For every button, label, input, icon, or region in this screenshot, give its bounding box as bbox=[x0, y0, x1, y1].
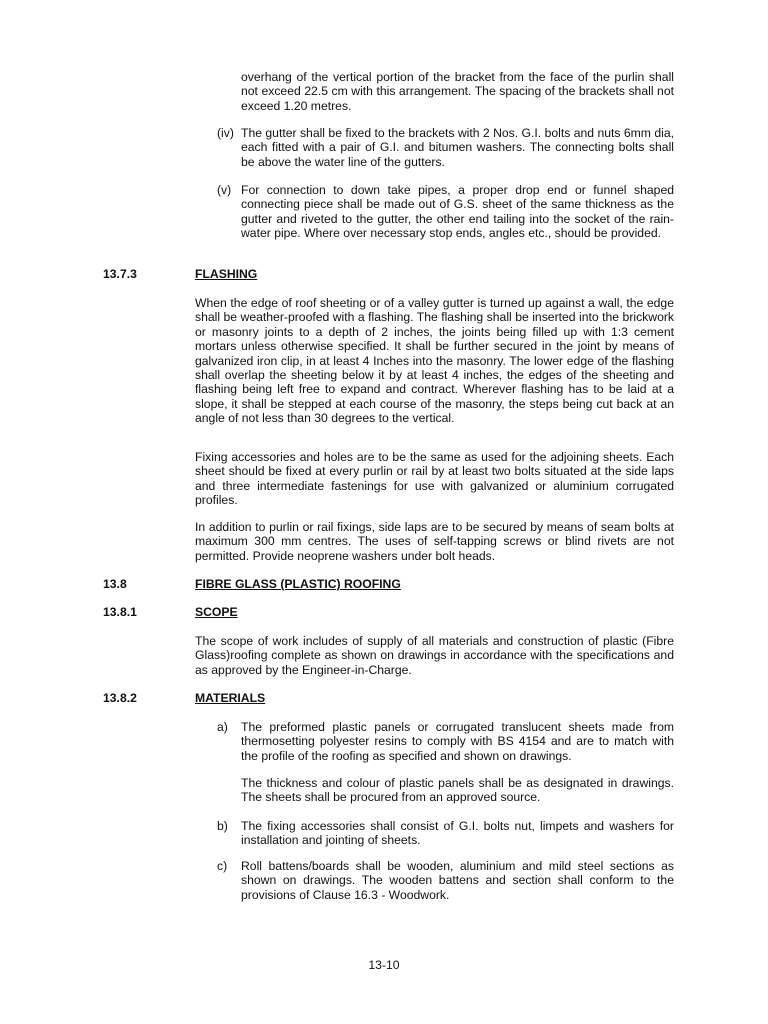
list-item-label: a) bbox=[217, 720, 228, 734]
list-item-text: The fixing accessories shall consist of G.I. bolts nut, limpets and washers for installation and jointing of sheets. bbox=[241, 819, 674, 848]
list-item-label: c) bbox=[217, 859, 228, 873]
list-item-text: The preformed plastic panels or corrugated translucent sheets made from thermosetting polyester resins to comply with BS 4154 and are to match with the profile of the roofing as specified and shown on drawings. bbox=[241, 720, 674, 763]
list-item-text: For connection to down take pipes, a proper drop end or funnel shaped connecting piece shall be made out of G.S. sheet of the same thickness as the gutter and riveted to the gutter, the other end tailing into the socket of the rain-water pipe. Where over necessary stop ends, angles etc., should be provided. bbox=[241, 183, 674, 241]
flashing-paragraph-3: In addition to purlin or rail fixings, side laps are to be secured by means of seam bolts at maximum 300 mm centres. The uses of self-tapping screws or blind rivets are not permitted. Provide neoprene washers under bolt heads. bbox=[195, 520, 674, 563]
section-number: 13.8.1 bbox=[103, 605, 137, 619]
section-title: MATERIALS bbox=[195, 691, 266, 705]
continuation-paragraph: overhang of the vertical portion of the bracket from the face of the purlin shall not exceed 22.5 cm with this arrangement. The spacing of the brackets shall not exceed 1.20 metres. bbox=[241, 70, 674, 113]
list-item-text: The gutter shall be fixed to the brackets with 2 Nos. G.I. bolts and nuts 6mm dia, each fitted with a pair of G.I. and bitumen washers. The connecting bolts shall be above the water line of the gutters. bbox=[241, 126, 674, 169]
section-title: SCOPE bbox=[195, 605, 238, 619]
section-number: 13.8 bbox=[103, 577, 127, 591]
list-item-label: (v) bbox=[217, 183, 232, 197]
scope-paragraph: The scope of work includes of supply of all materials and construction of plastic (Fibre Glass)roofing complete as shown on drawings in accordance with the specifications and as approved by the Engineer-in-Charge. bbox=[195, 634, 674, 677]
section-heading-13-7-3 bbox=[103, 267, 674, 282]
list-item-label: (iv) bbox=[217, 126, 234, 140]
section-number: 13.7.3 bbox=[103, 267, 137, 281]
section-title: FIBRE GLASS (PLASTIC) ROOFING bbox=[195, 577, 401, 591]
section-heading-13-8-2 bbox=[103, 691, 674, 706]
flashing-paragraph-1: When the edge of roof sheeting or of a valley gutter is turned up against a wall, the edge shall be weather-proofed with a flashing. The flashing shall be inserted into the brickwork or masonry joints to a depth of 2 inches, the joints being filled up with 1:3 cement mortars unless otherwise specified. It shall be further secured in the joint by means of galvanized iron clip, in at least 4 Inches into the masonry. The lower edge of the flashing shall overlap the sheeting below it by at least 4 inches, the edges of the sheeting and flashing being left free to expand and contract. Wherever flashing has to be laid at a slope, it shall be stepped at each course of the masonry, the steps being cut back at an angle of not less than 30 degrees to the vertical. bbox=[195, 296, 674, 426]
section-number: 13.8.2 bbox=[103, 691, 137, 705]
list-item-text: The thickness and colour of plastic panels shall be as designated in drawings. The sheets shall be procured from an approved source. bbox=[241, 776, 674, 805]
section-title: FLASHING bbox=[195, 267, 258, 281]
list-item-label: b) bbox=[217, 819, 228, 833]
page-number: 13-10 bbox=[368, 958, 400, 972]
section-heading-13-8-1 bbox=[103, 605, 674, 620]
section-heading-13-8 bbox=[103, 577, 674, 592]
flashing-paragraph-2: Fixing accessories and holes are to be the same as used for the adjoining sheets. Each sheet should be fixed at every purlin or rail by at least two bolts situated at the side laps and three intermediate fastenings for use with galvanized or aluminium corrugated profiles. bbox=[195, 450, 674, 508]
list-item-text: Roll battens/boards shall be wooden, aluminium and mild steel sections as shown on drawings. The wooden battens and section shall conform to the provisions of Clause 16.3 - Woodwork. bbox=[241, 859, 674, 902]
